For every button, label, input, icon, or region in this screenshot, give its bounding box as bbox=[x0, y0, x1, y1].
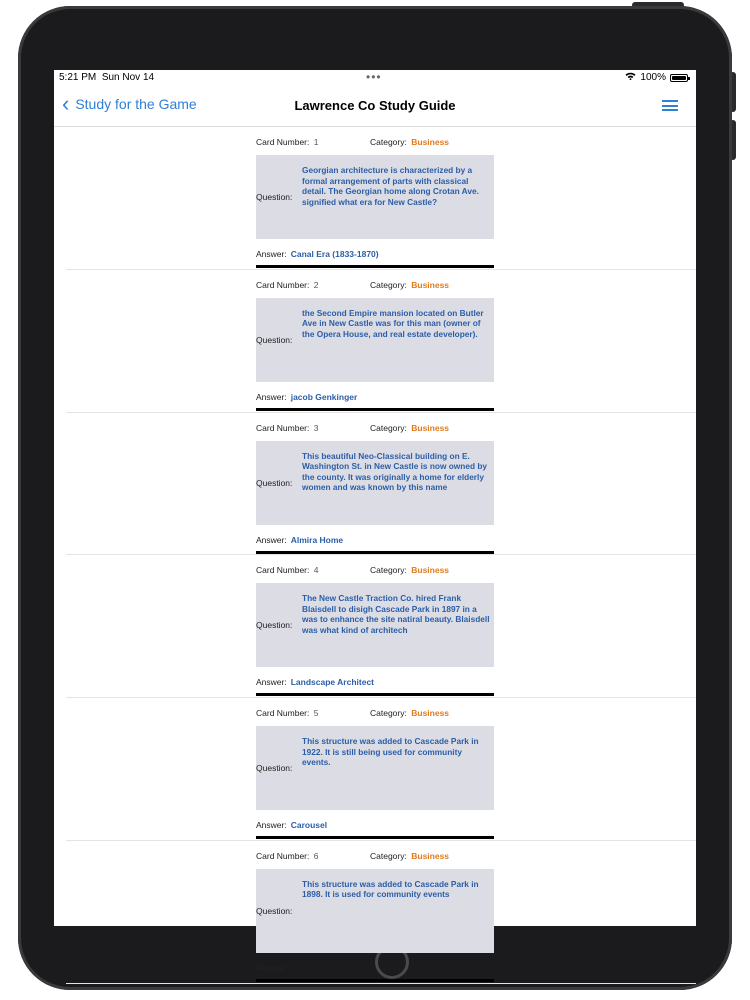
question-label: Question: bbox=[256, 763, 293, 774]
study-card[interactable] bbox=[66, 555, 696, 698]
card-number-label: Card Number: bbox=[256, 137, 310, 147]
question-box bbox=[256, 441, 494, 525]
card-category bbox=[370, 708, 449, 718]
answer-label: Answer: bbox=[256, 677, 287, 688]
card-number bbox=[256, 851, 319, 861]
card-number-label: Card Number: bbox=[256, 708, 310, 719]
question-box bbox=[256, 583, 494, 667]
card-number-value: 5 bbox=[313, 708, 319, 719]
category-value: Business bbox=[411, 137, 450, 147]
page-title: Lawrence Co Study Guide bbox=[294, 98, 456, 113]
status-bar bbox=[54, 70, 696, 86]
study-card[interactable] bbox=[66, 841, 696, 984]
card-number-value: 6 bbox=[313, 850, 319, 861]
question-label: Question: bbox=[256, 334, 293, 345]
category-value: Business bbox=[411, 422, 450, 433]
card-category bbox=[370, 851, 449, 861]
chevron-left-icon: ‹ bbox=[62, 91, 70, 116]
answer-label: Answer: bbox=[256, 249, 287, 259]
answer-value: jacob Genkinger bbox=[290, 391, 358, 402]
question-box bbox=[256, 298, 494, 382]
study-card[interactable] bbox=[66, 698, 696, 841]
category-label: Category: bbox=[370, 565, 407, 576]
answer-label: Answer: bbox=[256, 391, 287, 402]
card-number bbox=[256, 565, 319, 575]
question-text: Georgian architecture is characterized by a formal arrangement of parts with classical detail. The Georgian home along Crotan Ave. signified what era for New Castle? bbox=[302, 165, 479, 207]
question-label: Question: bbox=[256, 620, 293, 631]
study-card[interactable] bbox=[66, 127, 696, 270]
category-value: Business bbox=[411, 850, 450, 861]
battery-fill bbox=[672, 76, 686, 80]
card-number-label: Card Number: bbox=[256, 565, 310, 576]
category-label: Category: bbox=[370, 708, 407, 719]
card-category bbox=[370, 280, 449, 290]
status-time-text: 5:21 PM bbox=[59, 72, 97, 83]
card-number bbox=[256, 708, 319, 718]
navigation-bar bbox=[54, 86, 696, 127]
answer-label: Answer: bbox=[256, 534, 287, 545]
question-text: the Second Empire mansion located on Butler Ave in New Castle was for this man (owner of the Opera House, and real estate developer). bbox=[302, 307, 484, 339]
question-box bbox=[256, 869, 494, 953]
card-category bbox=[370, 137, 449, 147]
status-right-group bbox=[625, 72, 688, 83]
battery-icon bbox=[670, 74, 688, 82]
category-label: Category: bbox=[370, 137, 407, 147]
category-value: Business bbox=[411, 565, 450, 576]
card-category bbox=[370, 565, 449, 575]
study-card[interactable] bbox=[66, 413, 696, 556]
wifi-icon bbox=[625, 72, 636, 83]
answer-row bbox=[256, 677, 374, 687]
answer-row bbox=[256, 249, 379, 259]
card-number-value: 4 bbox=[313, 565, 319, 576]
card-number bbox=[256, 137, 319, 147]
category-label: Category: bbox=[370, 422, 407, 433]
study-card[interactable] bbox=[66, 270, 696, 413]
question-text: This beautiful Neo-Classical building on E. Washington St. in New Castle is now owned by the county. It was originally a home for elderly women and was known by this name bbox=[302, 450, 488, 493]
question-label: Question: bbox=[256, 905, 293, 916]
status-time bbox=[59, 72, 154, 83]
hamburger-menu-icon[interactable] bbox=[662, 100, 678, 111]
question-label: Question: bbox=[256, 192, 293, 202]
card-divider bbox=[256, 836, 494, 839]
card-number-label: Card Number: bbox=[256, 422, 310, 433]
category-label: Category: bbox=[370, 279, 407, 290]
question-box bbox=[256, 155, 494, 239]
card-number-label: Card Number: bbox=[256, 279, 310, 290]
multitasking-dots-icon[interactable]: ••• bbox=[366, 70, 382, 84]
answer-value: Carousel bbox=[290, 820, 328, 831]
card-divider bbox=[256, 408, 494, 411]
category-label: Category: bbox=[370, 850, 407, 861]
menu-line bbox=[662, 105, 678, 107]
card-number-value: 3 bbox=[313, 422, 319, 433]
answer-row bbox=[256, 392, 357, 402]
answer-value: Canal Era (1833-1870) bbox=[290, 249, 379, 259]
card-number-label: Card Number: bbox=[256, 850, 310, 861]
question-text: The New Castle Traction Co. hired Frank Blaisdell to disigh Cascade Park in 1897 in a was to enhance the site natiral beauty. Blaisdell was what kind of architech bbox=[302, 593, 490, 635]
menu-line bbox=[662, 109, 678, 111]
answer-row bbox=[256, 820, 327, 830]
card-number-value: 1 bbox=[313, 137, 319, 147]
status-date-text: Sun Nov 14 bbox=[101, 72, 155, 83]
card-number-value: 2 bbox=[313, 279, 319, 290]
question-text: This structure was added to Cascade Park in 1922. It is still being used for community events. bbox=[302, 736, 479, 768]
answer-label: Answer: bbox=[256, 962, 287, 973]
answer-row bbox=[256, 963, 291, 973]
question-text: This structure was added to Cascade Park in 1898. It is used for community events bbox=[302, 878, 479, 900]
card-divider bbox=[256, 693, 494, 696]
answer-value: Almira Home bbox=[290, 534, 344, 545]
card-number bbox=[256, 423, 319, 433]
category-value: Business bbox=[411, 708, 450, 719]
card-divider bbox=[256, 551, 494, 554]
question-box bbox=[256, 726, 494, 810]
answer-row bbox=[256, 535, 343, 545]
answer-value: Landscape Architect bbox=[290, 677, 375, 688]
answer-label: Answer: bbox=[256, 820, 287, 831]
card-number bbox=[256, 280, 319, 290]
card-divider bbox=[256, 979, 494, 982]
back-button-label: Study for the Game bbox=[75, 96, 197, 112]
category-value: Business bbox=[411, 279, 450, 290]
card-divider bbox=[256, 265, 494, 268]
app-screen bbox=[54, 70, 696, 973]
question-label: Question: bbox=[256, 477, 293, 488]
card-category bbox=[370, 423, 449, 433]
card-list[interactable] bbox=[54, 127, 696, 984]
battery-percent: 100% bbox=[640, 72, 666, 83]
menu-line bbox=[662, 100, 678, 102]
